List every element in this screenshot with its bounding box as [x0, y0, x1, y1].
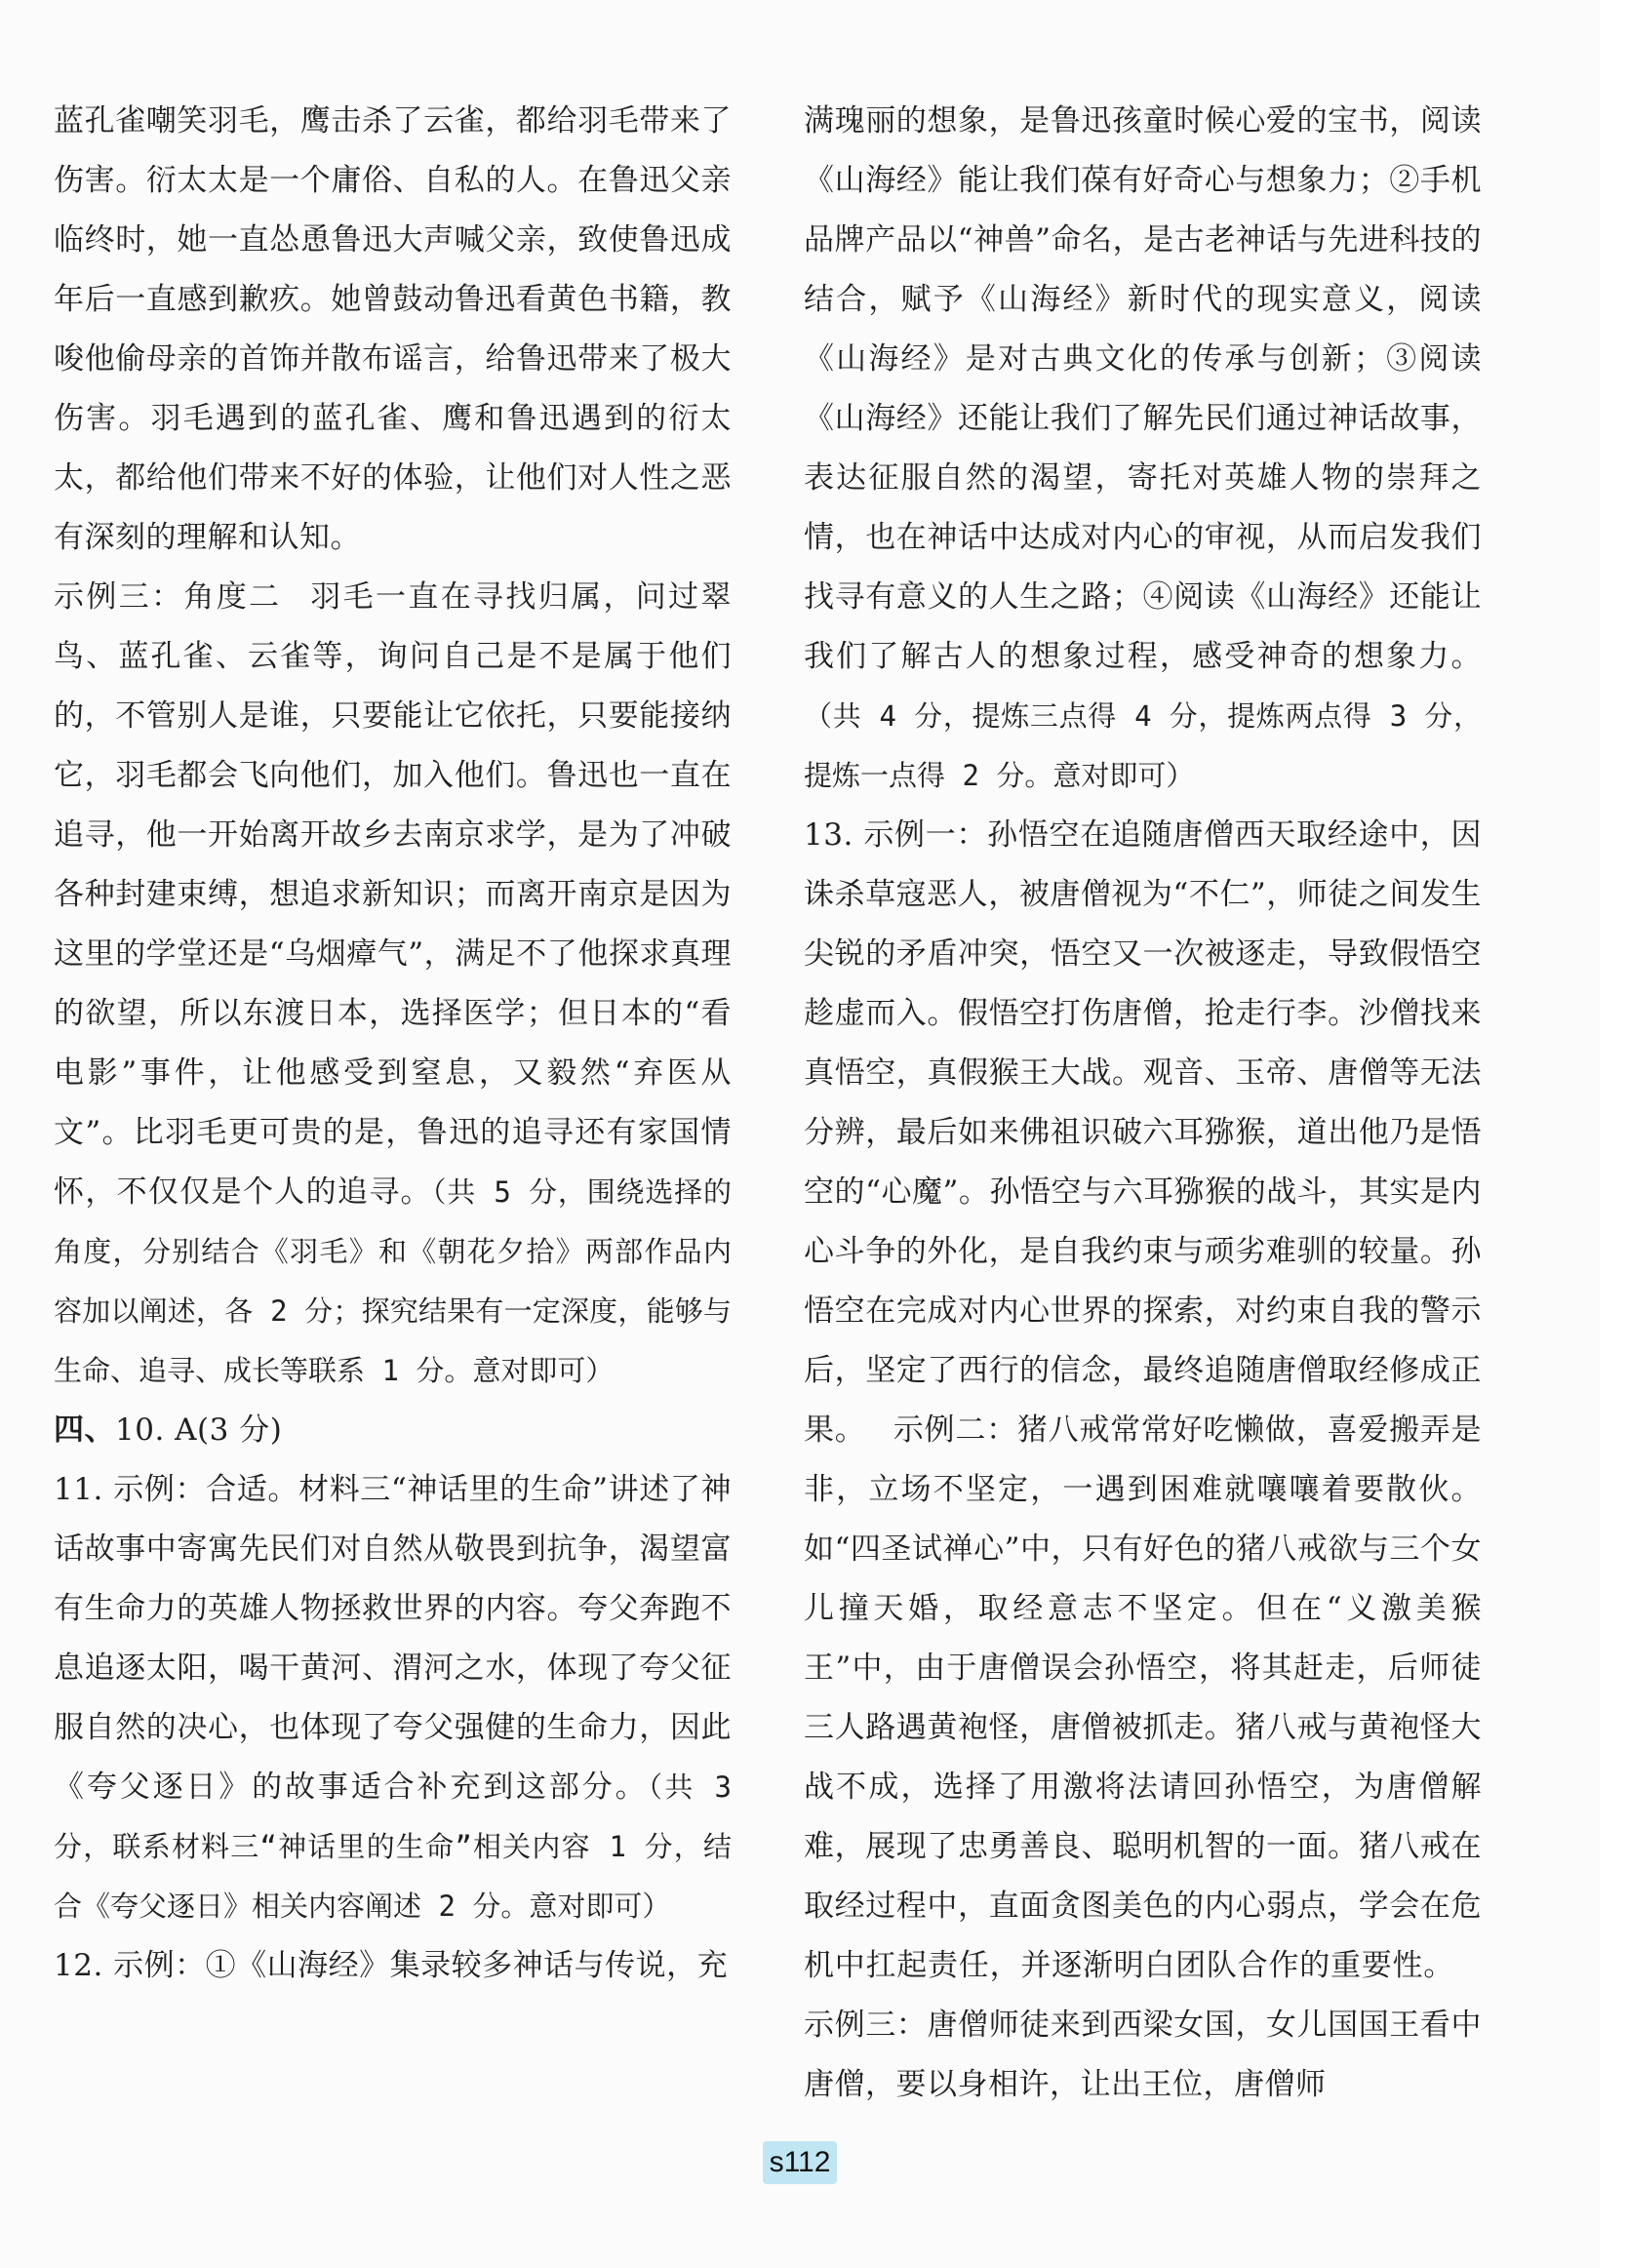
scoring-note: （共 4 分，提炼三点得 4 分，提炼两点得 3 分，提炼一点得 2 分。意对即可）: [804, 699, 1482, 792]
answer-12-text: 满瑰丽的想象，是鲁迅孩童时候心爱的宝书，阅读《山海经》能让我们葆有好奇心与想象力；②手机品牌产品以“神兽”命名，是古老神话与先进科技的结合，赋予《山海经》新时代的现实意义，阅读《山海经》是对古典文化的传承与创新；③阅读《山海经》还能让我们了解先民们通过神话故事，表达征服自然的渴望，寄托对英雄人物的崇拜之情，也在神话中达成对内心的审视，从而启发我们找寻有意义的人生之路；④阅读《山海经》还能让我们了解古人的想象过程，感受神奇的想象力。: [804, 103, 1482, 674]
answer-12-continued: [804, 92, 1482, 806]
example-body: 羽毛一直在寻找归属，问过翠鸟、蓝孔雀、云雀等，询问自己是不是属于他们的，不管别人是谁，只要能让它依托，只要能接纳它，羽毛都会飞向他们，加入他们。鲁迅也一直在追寻，他一开始离开故乡去南京求学，是为了冲破各种封建束缚，想追求新知识；而离开南京是因为这里的学堂还是“乌烟瘴气”，满足不了他探求真理的欲望，所以东渡日本，选择医学；但日本的“看电影”事件，让他感受到窒息，又毅然“弃医从文”。比羽毛更可贵的是，鲁迅的追寻还有家国情怀，不仅仅是个人的追寻。: [54, 579, 733, 1210]
answer-10-text: 10. A(3 分): [115, 1413, 283, 1448]
right-column: [804, 92, 1482, 2115]
section-label: 四、: [54, 1413, 115, 1448]
example-heading: 示例三：角度二: [54, 579, 282, 615]
left-paragraph-1: 蓝孔雀嘲笑羽毛，鹰击杀了云雀，都给羽毛带来了伤害。衍太太是一个庸俗、自私的人。在鲁迅父亲临终时，她一直怂恿鲁迅大声喊父亲，致使鲁迅成年后一直感到歉疚。她曾鼓动鲁迅看黄色书籍，教唆他偷母亲的首饰并散布谣言，给鲁迅带来了极大伤害。羽毛遇到的蓝孔雀、鹰和鲁迅遇到的衍太太，都给他们带来不好的体验，让他们对人性之恶有深刻的理解和认知。: [54, 103, 732, 555]
page-number: s112: [763, 2141, 837, 2184]
scoring-note: （共 5 分，围绕选择的角度，分别结合《羽毛》和《朝花夕拾》两部作品内容加以阐述，各 2 分；探究结果有一定深度，能够与生命、追寻、成长等联系 1 分。意对即可）: [54, 1175, 733, 1387]
answer-10: [54, 1401, 732, 1460]
left-paragraph-2: [54, 568, 732, 1401]
answer-13-example-2: 示例二：猪八戒常常好吃懒做，喜爱搬弄是非，立场不坚定，一遇到困难就嚷嚷着要散伙。如“四圣试禅心”中，只有好色的猪八戒欲与三个女儿撞天婚，取经意志不坚定。但在“义激美猴王”中，由于唐僧误会孙悟空，将其赶走，后师徒三人路遇黄袍怪，唐僧被抓走。猪八戒与黄袍怪大战不成，选择了用激将法请回孙悟空，为唐僧解难，展现了忠勇善良、聪明机智的一面。猪八戒在取经过程中，直面贪图美色的内心弱点，学会在危机中扛起责任，并逐渐明白团队合作的重要性。: [804, 1413, 1483, 1983]
scoring-note: （共 3 分，联系材料三“神话里的生命”相关内容 1 分，结合《夸父逐日》相关内容阐述 2 分。意对即可）: [54, 1771, 733, 1923]
answer-12-start: 12. 示例：①《山海经》集录较多神话与传说，充: [54, 1948, 729, 1983]
answer-13-example-3: 示例三：唐僧师徒来到西梁女国，女儿国国王看中唐僧，要以身相许，让出王位，唐僧师: [804, 2008, 1482, 2102]
left-column: [54, 92, 732, 1996]
answer-13: [804, 806, 1482, 2115]
answer-11-text: 11. 示例：合适。材料三“神话里的生命”讲述了神话故事中寄寓先民们对自然从敬畏到抗争，渴望富有生命力的英雄人物拯救世界的内容。夸父奔跑不息追逐太阳，喝干黄河、渭河之水，体现了夸父征服自然的决心，也体现了夸父强健的生命力，因此《夸父逐日》的故事适合补充到这部分。: [54, 1472, 732, 1805]
answer-13-example-1: 13. 示例一：孙悟空在追随唐僧西天取经途中，因诛杀草寇恶人，被唐僧视为“不仁”，师徒之间发生尖锐的矛盾冲突，悟空又一次被逐走，导致假悟空趁虚而入。假悟空打伤唐僧，抢走行李。沙僧找来真悟空，真假猴王大战。观音、玉帝、唐僧等无法分辨，最后如来佛祖识破六耳猕猴，道出他乃是悟空的“心魔”。孙悟空与六耳猕猴的战斗，其实是内心斗争的外化，是自我约束与顽劣难驯的较量。孙悟空在完成对内心世界的探索，对约束自我的警示后，坚定了西行的信念，最终追随唐僧取经修成正果。: [804, 817, 1482, 1448]
answer-11: [54, 1460, 732, 1936]
